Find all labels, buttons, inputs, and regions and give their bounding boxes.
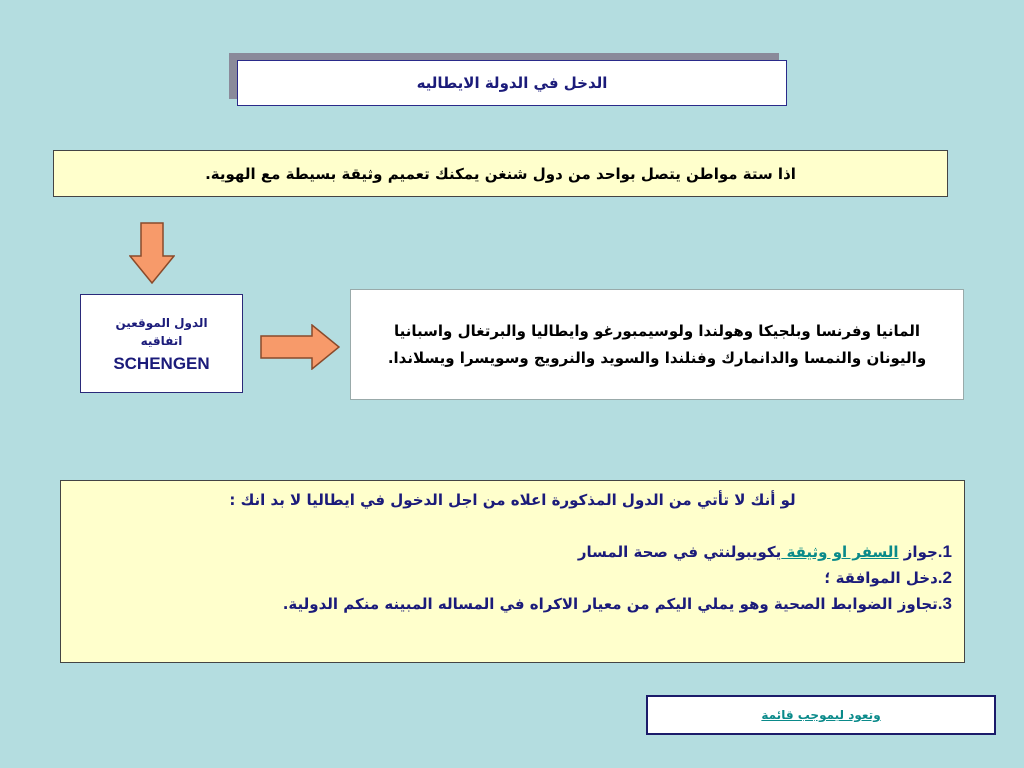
down-arrow-icon [129, 222, 175, 284]
requirement-text-1a: جواز [898, 543, 938, 561]
intro-text: اذا ستة مواطن يتصل بواحد من دول شنغن يمكنك تعميم وثيقة بسيطة مع الهوية. [205, 164, 796, 183]
return-list-link[interactable]: وتعود لبموجب قائمة [761, 708, 881, 722]
requirement-text-1b: يكويبولنتي في صحة المسار [577, 543, 782, 561]
travel-document-link[interactable]: السفر او وثيقة [781, 543, 899, 561]
requirement-item-2 [73, 565, 952, 591]
schengen-line1: الدول الموقعين [115, 315, 208, 330]
page-title-text: الدخل في الدولة الايطاليه [416, 74, 608, 92]
page-title [237, 60, 787, 106]
right-arrow-icon [260, 324, 340, 370]
schengen-line2: اتفاقيه [140, 333, 183, 348]
countries-text: المانيا وفرنسا وبلجيكا وهولندا ولوسيمبورغو وايطاليا والبرتغال واسبانيا واليونان والنمسا والدانمارك وفنلندا والسويد والنرويج وسويسرا ويسلاندا. [387, 321, 927, 367]
requirement-num-2: 2. [937, 568, 952, 587]
requirement-text-2: دخل الموافقة ؛ [824, 569, 938, 587]
requirements-box [60, 480, 965, 663]
footer-box [646, 695, 996, 735]
requirement-num-1: 1. [937, 542, 952, 561]
requirements-intro: لو أنك لا تأتي من الدول المذكورة اعلاه من اجل الدخول في ايطاليا لا بد انك : [229, 491, 796, 509]
requirement-text-3: تجاوز الضوابط الصحية وهو يملي اليكم من معيار الاكراه في المساله المبينه منكم الدولية. [282, 595, 938, 613]
intro-box [53, 150, 948, 197]
schengen-line3: SCHENGEN [113, 353, 210, 373]
requirement-num-3: 3. [937, 594, 952, 613]
countries-box [350, 289, 964, 400]
requirement-item-3 [73, 591, 952, 617]
requirement-item-1 [73, 539, 952, 565]
schengen-box [80, 294, 243, 393]
